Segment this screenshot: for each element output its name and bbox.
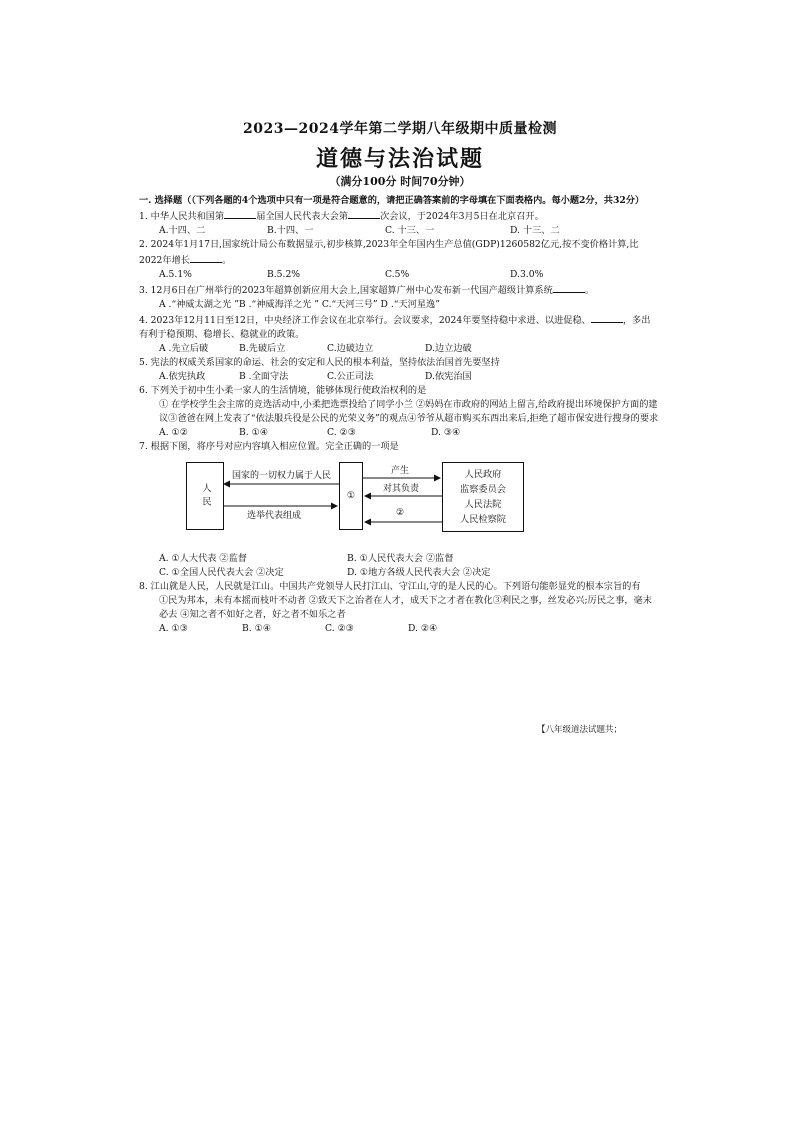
question-3-stem bbox=[139, 282, 659, 298]
question-5-options bbox=[139, 370, 659, 384]
option-c: C. 十三、一 bbox=[385, 225, 435, 236]
question-1-options bbox=[139, 224, 659, 238]
question-4-options bbox=[139, 342, 659, 356]
option-a: A. ①人大代表 ②监督 bbox=[159, 553, 247, 564]
option-c: C.边破边立 bbox=[327, 343, 374, 354]
option-a: A .先立后破 bbox=[159, 343, 209, 354]
question-6-stem: 6. 下列关于初中生小柔一家人的生活情境，能够体现行使政治权利的是 bbox=[139, 385, 427, 396]
q3-text-a: 3. 12月6日在广州举行的2023年超算创新应用大会上,国家超算广州中心发布新一代国产超级计算系统 bbox=[139, 285, 553, 296]
option-d: D. ①地方各级人民代表大会 ②决定 bbox=[347, 567, 491, 578]
answer-blank bbox=[224, 208, 256, 219]
option-b: B.先破后立 bbox=[239, 343, 286, 354]
q4-text-b: ，多出有利于稳预期、稳增长、稳就业的政策。 bbox=[139, 315, 651, 340]
option-b: B. ①人民代表大会 ②监督 bbox=[347, 553, 454, 564]
power-structure-diagram bbox=[139, 458, 659, 546]
option-d: D. ③④ bbox=[431, 427, 461, 438]
answer-blank bbox=[553, 282, 585, 293]
q4-text-a: 4. 2023年12月11日至12日，中央经济工作会议在北京举行。会议要求，2024年要坚持稳中求进、以进促稳、 bbox=[139, 315, 591, 326]
option-c: C.公正司法 bbox=[327, 371, 374, 382]
option-b: B.5.2% bbox=[267, 269, 301, 280]
option-d: D. 十三、二 bbox=[510, 225, 560, 236]
q2-text-a: 2. 2024年1月17日,国家统计局公布数据显示,初步核算,2023年全年国内生产总值(GDP)1260582亿元,按不变价格计算,比2022年增长 bbox=[139, 239, 639, 266]
org-supervision: 监察委员会 bbox=[460, 484, 506, 495]
org-government: 人民政府 bbox=[464, 469, 502, 480]
question-6-detail: ① 在学校学生会主席的竞选活动中,小柔把选票投给了同学小兰 ②妈妈在市政府的网站上留言,给政府提出环境保护方面的建议③爸爸在网上发表了“依法服兵役是公民的光荣义务”的观点④爷爷从超市购买东西出来后,拒绝了超市保安进行搜身的要求 bbox=[159, 399, 659, 424]
option-d: D.依宪治国 bbox=[425, 371, 472, 382]
option-b: B .全面守法 bbox=[239, 371, 289, 382]
q1-text-b: 届全国人民代表大会第 bbox=[256, 211, 349, 222]
arrow-label-blank-2: ② bbox=[396, 508, 405, 518]
exam-meta: （满分100分 时间70分钟） bbox=[329, 175, 471, 188]
option-a: A.依宪执政 bbox=[159, 371, 206, 382]
subject-title: 道德与法治试题 bbox=[315, 146, 484, 172]
section-heading: 一. 选择题 bbox=[139, 195, 183, 206]
q1-text-a: 1. 中华人民共和国第 bbox=[139, 211, 225, 222]
option-d: D. ②④ bbox=[408, 623, 438, 634]
page-footer: 【八年级道法试题共； bbox=[537, 725, 623, 735]
question-body bbox=[139, 194, 659, 636]
q3-text-b: 。 bbox=[584, 285, 595, 296]
question-7-options-row1 bbox=[139, 552, 659, 566]
arrow-label-elect: 选举代表组成 bbox=[247, 511, 302, 521]
arrow-label-responsible: 对其负责 bbox=[383, 484, 420, 494]
answer-blank bbox=[190, 252, 222, 263]
org-court: 人民法院 bbox=[464, 499, 502, 510]
q1-text-c: 次会议，于2024年3月5日在北京召开。 bbox=[380, 211, 544, 222]
blank-1-box: ① bbox=[339, 462, 363, 530]
option-b: B.十四、一 bbox=[267, 225, 314, 236]
question-7-options-row2 bbox=[139, 566, 659, 580]
question-7-stem: 7. 根据下图，将序号对应内容填入相应位置。完全正确的一项是 bbox=[139, 441, 399, 452]
q2-text-b: 。 bbox=[221, 255, 232, 266]
option-c: C. ①全国人民代表大会 ②决定 bbox=[159, 567, 284, 578]
question-2-stem bbox=[139, 238, 659, 268]
option-c: C. ②③ bbox=[325, 623, 355, 634]
people-box: 人民 bbox=[186, 462, 224, 530]
state-organs-box bbox=[442, 462, 524, 532]
option-a: A. ①③ bbox=[159, 623, 188, 634]
answer-blank bbox=[348, 208, 380, 219]
exam-title: 2023—2024学年第二学期八年级期中质量检测 bbox=[243, 121, 557, 137]
option-b: B. ①④ bbox=[242, 623, 272, 634]
arrow-label-produce: 产生 bbox=[391, 466, 410, 476]
option-d: D.3.0% bbox=[510, 269, 544, 280]
question-8-detail: ①民为邦本，未有本摇而枝叶不动者 ②致天下之治者在人才，成天下之才者在教化③利民之事，丝发必兴;厉民之事，毫末必去 ④知之者不如好之者，好之者不如乐之者 bbox=[159, 595, 652, 620]
question-1-stem bbox=[139, 208, 659, 224]
question-5-stem: 5. 宪法的权威关系国家的命运、社会的安定和人民的根本利益，坚持依法治国首先要坚持 bbox=[139, 357, 500, 368]
option-a: A.5.1% bbox=[159, 269, 192, 280]
org-procuratorate: 人民检察院 bbox=[460, 514, 506, 525]
question-3-options: A .“神威太湖之光 ”B .“神威海洋之光 ” C.“天河三号” D .“天河星逸” bbox=[159, 299, 440, 310]
option-a: A. ①② bbox=[159, 427, 188, 438]
option-c: C.5% bbox=[385, 269, 410, 280]
option-c: C. ②③ bbox=[327, 427, 357, 438]
section-instruction bbox=[139, 194, 659, 208]
answer-blank bbox=[591, 312, 623, 323]
question-6-options bbox=[139, 426, 659, 440]
question-4-stem bbox=[139, 312, 659, 342]
question-8-options bbox=[139, 622, 659, 636]
option-b: B. ①④ bbox=[239, 427, 269, 438]
question-2-options bbox=[139, 268, 659, 282]
option-d: D.边立边破 bbox=[425, 343, 472, 354]
option-a: A.十四、二 bbox=[159, 225, 206, 236]
arrow-label-power: 国家的一切权力属于人民 bbox=[232, 471, 332, 481]
question-8-stem: 8. 江山就是人民，人民就是江山。中国共产党领导人民打江山、守江山,守的是人民的心。下列语句能彰显党的根本宗旨的有 bbox=[139, 581, 641, 592]
section-note: （（下列各题的4个选项中只有一项是符合题意的，请把正确答案前的字母填在下面表格内。每小题2分，共32分） bbox=[182, 195, 645, 206]
